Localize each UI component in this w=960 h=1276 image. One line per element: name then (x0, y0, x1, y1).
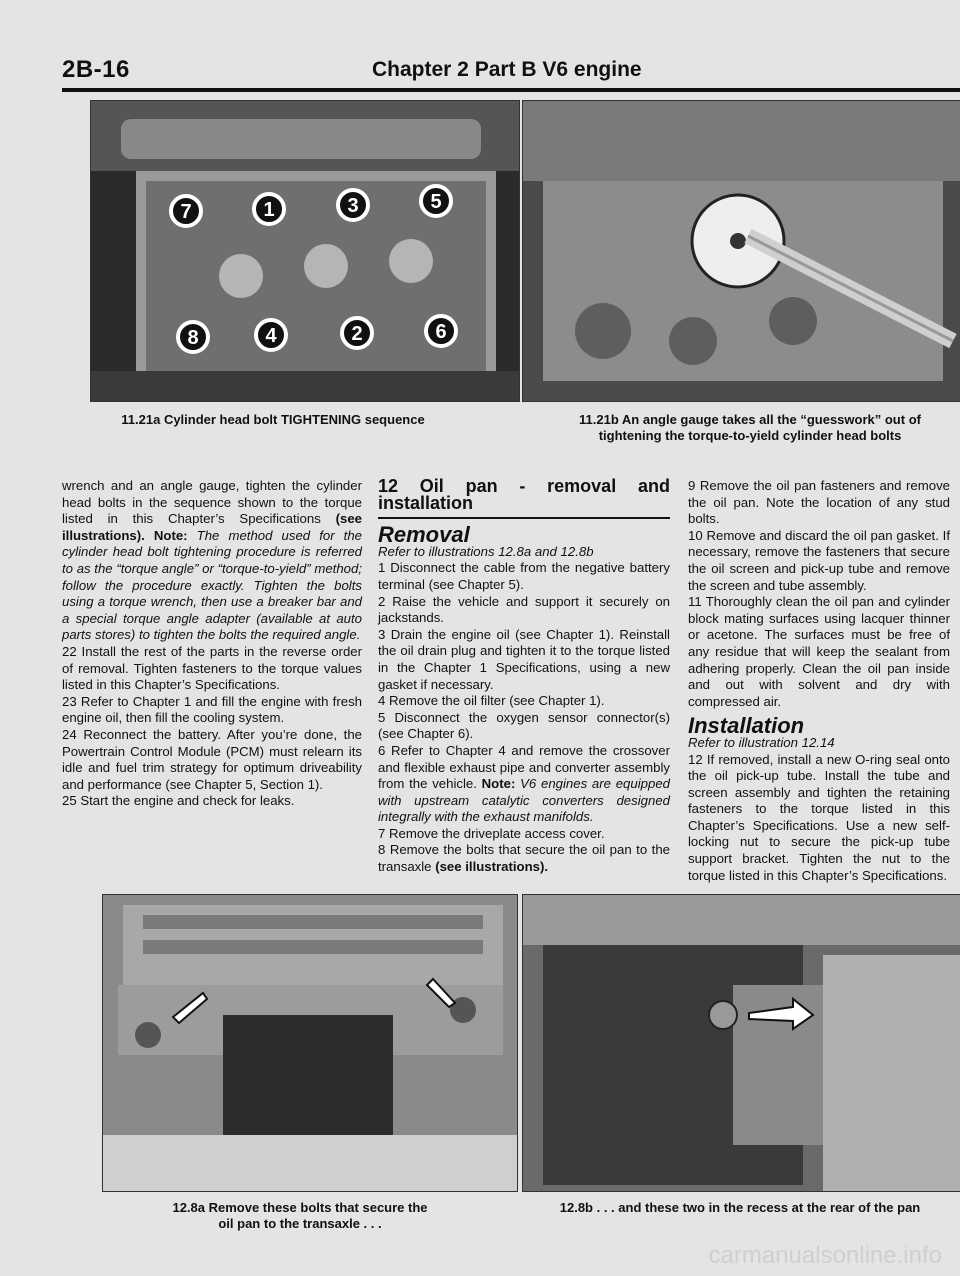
oil-pan-recess-illustration (523, 895, 960, 1191)
bolt-number-top-2: 1 (263, 199, 275, 221)
paragraph-22: 22 Install the rest of the parts in the reverse order of removal. Tighten fasteners to the torque values listed in this Chapter’s Specifications. (62, 643, 362, 693)
text-column-3 (688, 478, 950, 884)
bolt-number-bottom-2: 4 (265, 325, 277, 347)
caption-11-21a: 11.21a Cylinder head bolt TIGHTENING sequence (121, 412, 425, 427)
heading-removal: Removal (378, 522, 470, 548)
paragraph-23: 23 Refer to Chapter 1 and fill the engine with fresh engine oil, then fill the cooling system. (62, 693, 362, 726)
header-rule (62, 88, 960, 92)
step-11: 11 Thoroughly clean the oil pan and cylinder block mating surfaces using lacquer thinner or acetone. The surfaces must be free of any residue that will keep the sealant from adhering properly. Clean the oil pan inside and out with solvent and dry with compressed air. (688, 594, 950, 709)
step-2: 2 Raise the vehicle and support it securely on jackstands. (378, 593, 670, 626)
oil-pan-bolts-illustration (103, 895, 517, 1191)
paragraph-25: 25 Start the engine and check for leaks. (62, 793, 295, 809)
step-6-text: 6 Refer to Chapter 4 and remove the crossover and flexible exhaust pipe and converter assembly from the vehicle. (378, 742, 670, 792)
photo-cylinder-head-sequence (90, 100, 520, 402)
bolt-number-top-4: 5 (430, 191, 442, 213)
caption-11-21b-line2: tightening the torque-to-yield cylinder head bolts (598, 428, 902, 443)
caption-11-21b (555, 412, 945, 444)
bolt-number-bottom-3: 2 (351, 323, 363, 345)
step-10: 10 Remove and discard the oil pan gasket. If necessary, remove the fasteners that secure the oil screen and pick-up tube and remove the screen and tube assembly. (688, 527, 950, 593)
section-title-oil-pan: 12 Oil pan - removal and installation (378, 478, 670, 519)
step-4: 4 Remove the oil filter (see Chapter 1). (378, 693, 605, 709)
bolt-number-bottom-1: 8 (187, 327, 199, 349)
step-5: 5 Disconnect the oxygen sensor connector(s) (see Chapter 6). (378, 709, 670, 742)
step-1: 1 Disconnect the cable from the negative battery terminal (see Chapter 5). (378, 560, 670, 592)
step-8-ref: (see illustrations). (435, 859, 549, 875)
step-8-text: 8 Remove the bolts that secure the oil pan to the transaxle (378, 842, 670, 875)
step-6-note-label: Note: (481, 776, 521, 792)
paragraph-21 (62, 478, 362, 644)
bolt-number-bottom-4: 6 (435, 321, 447, 343)
angle-gauge-illustration (523, 101, 960, 401)
cylinder-head-illustration (91, 101, 519, 401)
caption-12-8b: 12.8b . . . and these two in the recess at the rear of the pan (559, 1200, 921, 1215)
step-7: 7 Remove the driveplate access cover. (378, 825, 605, 841)
p21-note-label: (see illustrations). Note: (62, 511, 362, 543)
text-column-1 (62, 478, 362, 810)
caption-12-8a (130, 1200, 470, 1232)
page-number: 2B-16 (62, 56, 130, 83)
caption-12-8a-line1: 12.8a Remove these bolts that secure the (172, 1200, 428, 1215)
watermark: carmanualsonline.info (708, 1242, 942, 1269)
step-12: 12 If removed, install a new O-ring seal onto the oil pick-up tube. Install the tube and screen assembly and tighten the retaining fasteners to the torque listed in this Chapter’s Specifications. Use a new self-locking nut to secure the pick-up tube support bracket. Tighten the nut to the torque listed in this Chapter’s Specifications. (688, 751, 950, 883)
bolt-number-top-3: 3 (347, 195, 359, 217)
p21-text: wrench and an angle gauge, tighten the cylinder head bolts in the sequence shown to the torque listed in this Chapter’s Specifications (62, 478, 362, 527)
photo-oil-pan-recess-bolts (522, 894, 960, 1192)
caption-11-21b-line1: 11.21b An angle gauge takes all the “guesswork” out of (579, 412, 921, 427)
paragraph-24: 24 Reconnect the battery. After you’re done, the Powertrain Control Module (PCM) must relearn its idle and fuel trim strategy for optimum driveability and performance (see Chapter 5, Section 1). (62, 726, 362, 792)
step-3: 3 Drain the engine oil (see Chapter 1). Reinstall the oil drain plug and tighten it to the torque listed in the Chapter 1 Specifications, using a new gasket if necessary. (378, 626, 670, 692)
photo-angle-gauge (522, 100, 960, 402)
step-8 (378, 842, 670, 875)
refer-removal: Refer to illustrations 12.8a and 12.8b (378, 543, 594, 559)
photo-oil-pan-transaxle-bolts (102, 894, 518, 1192)
refer-installation: Refer to illustration 12.14 (688, 734, 835, 750)
caption-12-8a-line2: oil pan to the transaxle . . . (218, 1216, 382, 1231)
text-column-2 (378, 478, 670, 876)
chapter-title: Chapter 2 Part B V6 engine (372, 58, 642, 81)
step-6-note-text: V6 engines are equipped with upstream catalytic converters designed integrally with the exhaust manifolds. (378, 776, 670, 825)
step-6 (378, 743, 670, 826)
step-9: 9 Remove the oil pan fasteners and remove the oil pan. Note the location of any stud bolts. (688, 478, 950, 527)
p21-note-text: The method used for the cylinder head bolt tightening procedure is referred to as the “torque angle” or “torque-to-yield” method; follow the procedure exactly. Tighten the bolts using a torque wrench, then use a breaker bar and a special torque angle adapter (available at auto parts stores) to tighten the bolts the required angle. (62, 527, 362, 643)
heading-installation: Installation (688, 713, 805, 739)
bolt-number-top-1: 7 (180, 201, 192, 223)
